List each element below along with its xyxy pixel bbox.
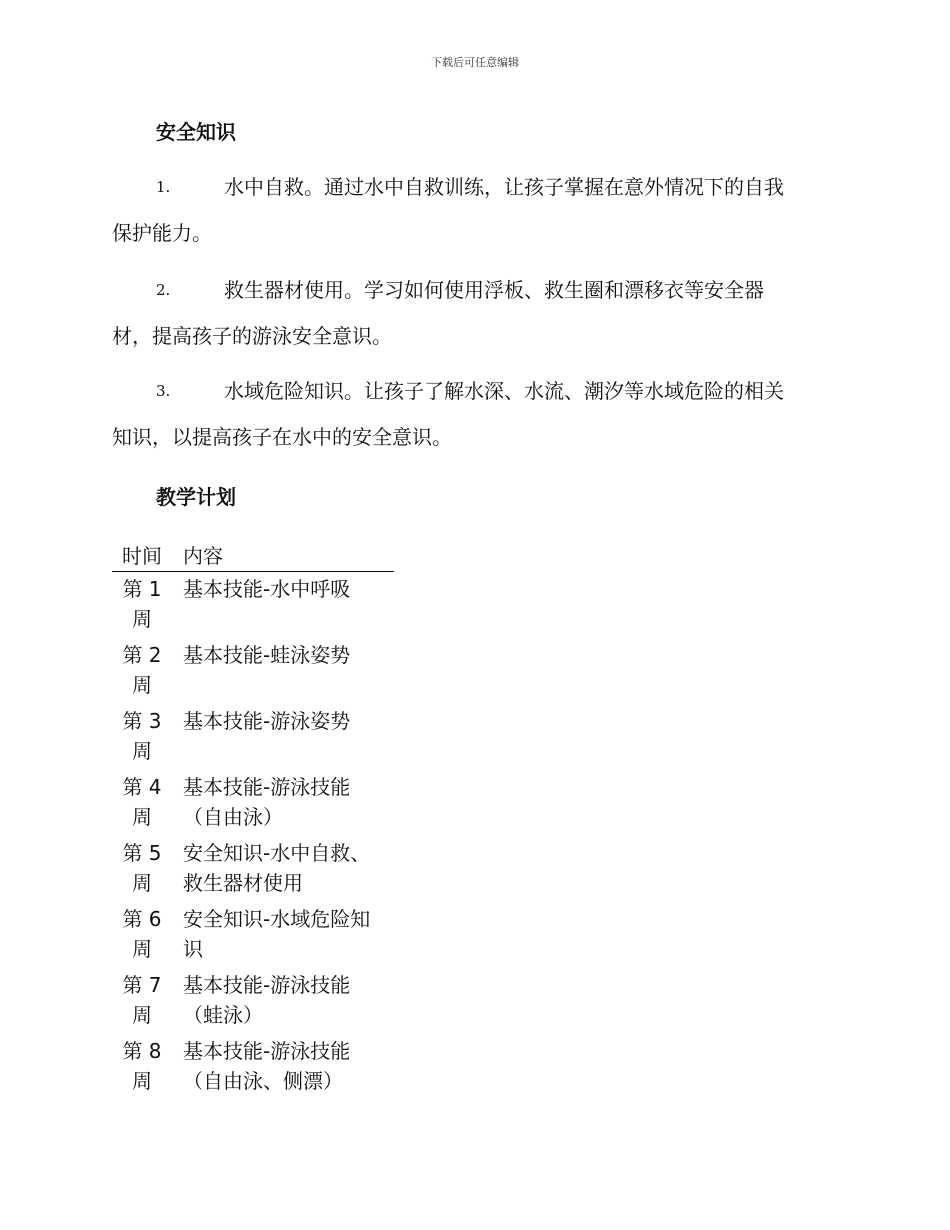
cell-content-line: 基本技能-蛙泳姿势 [183, 643, 351, 667]
cell-content-line: 安全知识-水中自救、 [183, 841, 371, 865]
table-row [112, 836, 394, 902]
item-number: 1. [156, 178, 171, 196]
cell-time-line: 周 [132, 1003, 152, 1027]
cell-content-line: 基本技能-水中呼吸 [183, 577, 351, 601]
item-text-line1: 水域危险知识。让孩子了解水深、水流、潮汐等水域危险的相关 [224, 379, 784, 403]
column-header-content: 内容 [172, 536, 394, 572]
safety-item [112, 164, 838, 256]
cell-time [112, 968, 172, 1034]
cell-content [172, 704, 394, 770]
cell-content [172, 968, 394, 1034]
teaching-plan-table [112, 536, 394, 1100]
cell-content-line: （自由泳、侧漂） [183, 1069, 343, 1093]
cell-content [172, 638, 394, 704]
header-note: 下载后可任意编辑 [431, 56, 519, 69]
cell-content-line: （蛙泳） [183, 1003, 263, 1027]
cell-time-line: 周 [132, 673, 152, 697]
table-row [112, 770, 394, 836]
cell-time-line: 周 [132, 805, 152, 829]
table-header-row [112, 536, 394, 572]
cell-time [112, 704, 172, 770]
cell-content [172, 572, 394, 639]
cell-time-line: 第 4 [122, 775, 162, 799]
cell-time-line: 第 6 [122, 907, 162, 931]
column-header-time: 时间 [112, 536, 172, 572]
safety-item [112, 267, 838, 359]
cell-time-line: 第 3 [122, 709, 162, 733]
cell-time-line: 第 8 [122, 1039, 162, 1063]
cell-time [112, 638, 172, 704]
cell-content-line: 基本技能-游泳技能 [183, 775, 351, 799]
cell-content-line: 基本技能-游泳姿势 [183, 709, 351, 733]
item-text-line1: 水中自救。通过水中自救训练，让孩子掌握在意外情况下的自我 [224, 175, 784, 199]
cell-time-line: 周 [132, 1069, 152, 1093]
table-row [112, 902, 394, 968]
cell-time-line: 周 [132, 739, 152, 763]
table-row [112, 1034, 394, 1100]
cell-time [112, 770, 172, 836]
cell-time-line: 第 1 [122, 577, 162, 601]
section-title-safety: 安全知识 [156, 120, 236, 144]
cell-time [112, 836, 172, 902]
item-number: 3. [156, 382, 171, 400]
item-text-line1: 救生器材使用。学习如何使用浮板、救生圈和漂移衣等安全器 [224, 278, 764, 302]
cell-content-line: 救生器材使用 [183, 871, 303, 895]
cell-content [172, 770, 394, 836]
cell-time [112, 572, 172, 639]
section-title-plan: 教学计划 [156, 485, 236, 509]
table-row [112, 968, 394, 1034]
cell-content-line: 安全知识-水域危险知 [183, 907, 371, 931]
safety-item [112, 368, 838, 460]
table-row [112, 638, 394, 704]
item-text-line2: 材，提高孩子的游泳安全意识。 [112, 324, 392, 348]
cell-content [172, 1034, 394, 1100]
cell-content [172, 836, 394, 902]
cell-time [112, 902, 172, 968]
cell-time [112, 1034, 172, 1100]
cell-content-line: 基本技能-游泳技能 [183, 1039, 351, 1063]
cell-time-line: 第 2 [122, 643, 162, 667]
item-text-line2: 保护能力。 [112, 221, 212, 245]
cell-content-line: （自由泳） [183, 805, 283, 829]
cell-content-line: 基本技能-游泳技能 [183, 973, 351, 997]
item-number: 2. [156, 281, 171, 299]
table-row [112, 572, 394, 639]
table-body [112, 572, 394, 1101]
table-row [112, 704, 394, 770]
cell-time-line: 周 [132, 871, 152, 895]
cell-time-line: 周 [132, 607, 152, 631]
item-text-line2: 知识，以提高孩子在水中的安全意识。 [112, 425, 452, 449]
cell-time-line: 周 [132, 937, 152, 961]
cell-content-line: 识 [183, 937, 203, 961]
cell-time-line: 第 5 [122, 841, 162, 865]
cell-content [172, 902, 394, 968]
cell-time-line: 第 7 [122, 973, 162, 997]
